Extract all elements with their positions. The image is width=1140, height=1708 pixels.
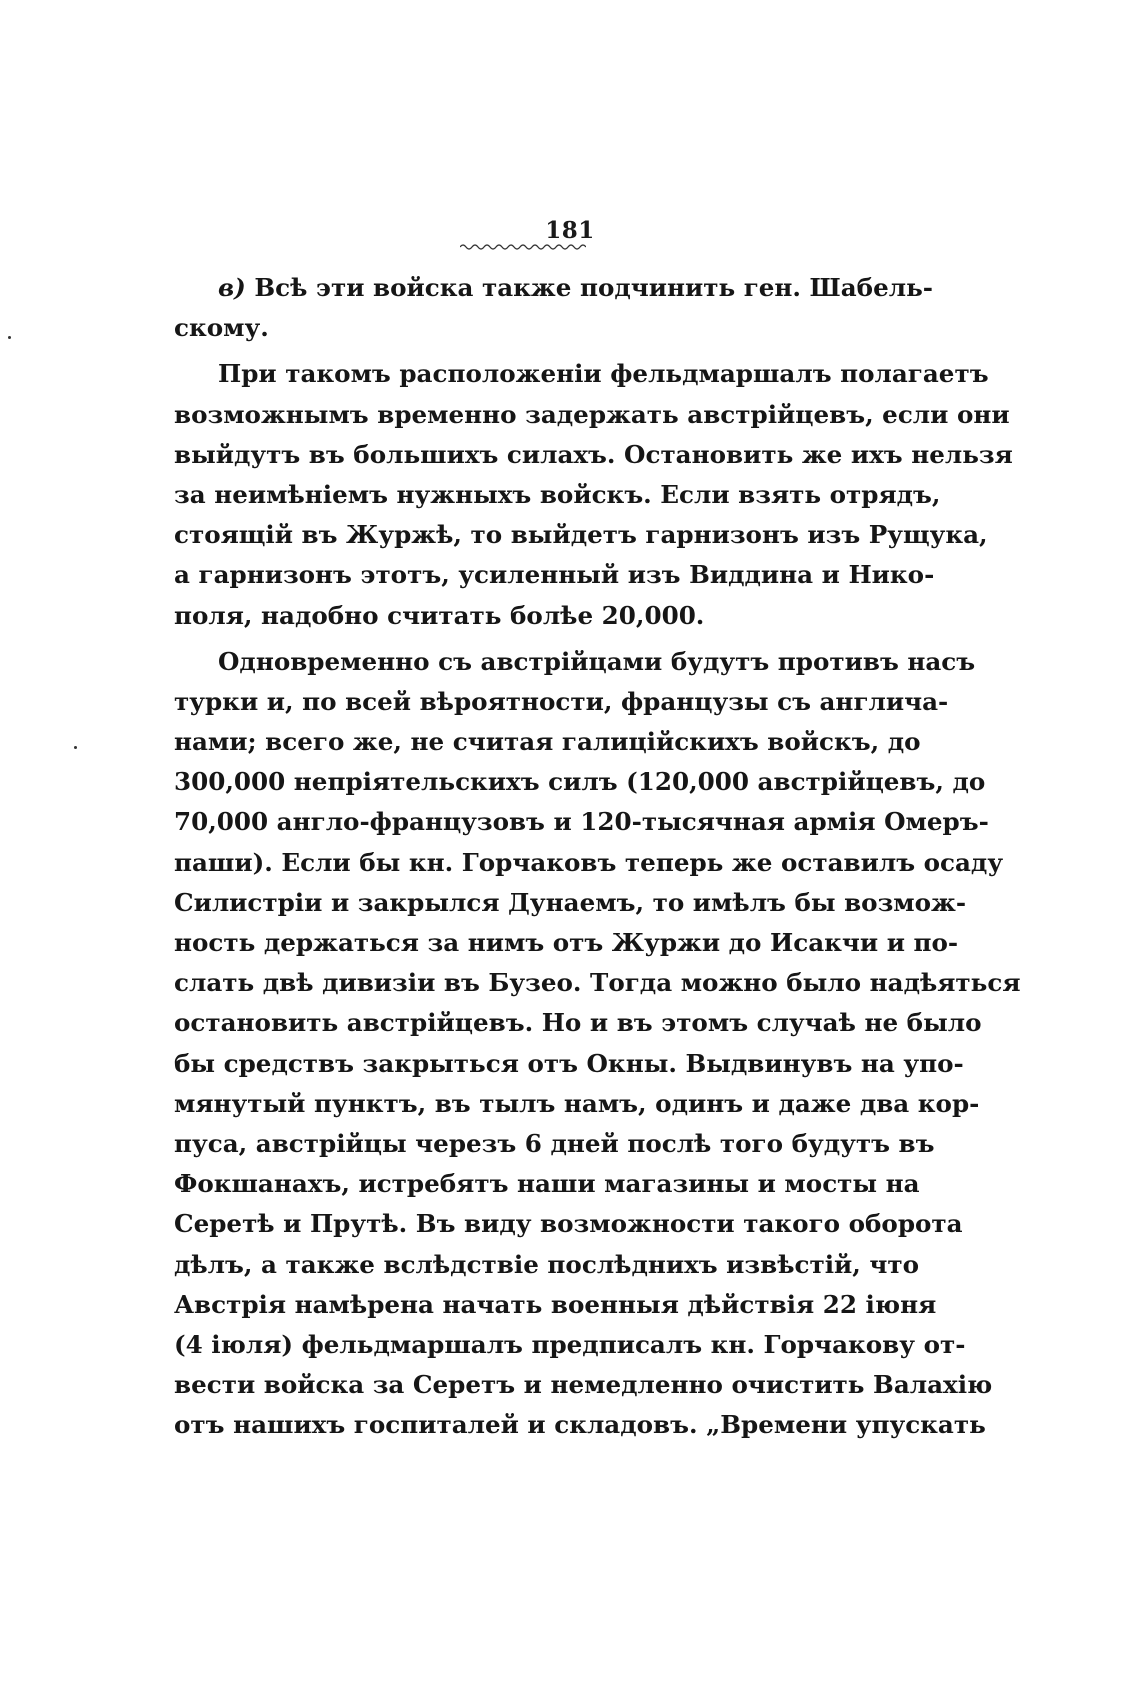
text-line: бы средствъ закрыться отъ Окны. Выдвинувъ на упо- — [174, 1048, 964, 1078]
text-line: турки и, по всей вѣроятности, французы съ англича- — [174, 686, 949, 716]
page-number-ornament — [460, 243, 586, 251]
text-line-content: Всѣ эти войска также подчинить ген. Шабель- — [245, 273, 933, 302]
text-line: скому. — [174, 313, 269, 343]
list-marker: в) — [218, 273, 246, 302]
text-line: Одновременно съ австрійцами будутъ противъ насъ — [218, 646, 976, 676]
text-line: Австрія намѣрена начать военныя дѣйствія 22 іюня — [174, 1289, 937, 1319]
text-line: Силистріи и закрылся Дунаемъ, то имѣлъ бы возмож- — [174, 887, 967, 917]
text-line: стоящій въ Журжѣ, то выйдетъ гарнизонъ изъ Рущука, — [174, 520, 988, 550]
page-number: 181 — [545, 217, 595, 244]
scan-speck — [8, 336, 11, 339]
text-line: за неимѣніемъ нужныхъ войскъ. Если взять отрядъ, — [174, 479, 941, 509]
text-line: (4 іюля) фельдмаршалъ предписалъ кн. Горчакову от- — [174, 1329, 966, 1359]
text-line: паши). Если бы кн. Горчаковъ теперь же оставилъ осаду — [174, 847, 1004, 877]
body-text — [174, 268, 1021, 1445]
text-line: 300,000 непріятельскихъ силъ (120,000 австрійцевъ, до — [174, 767, 986, 797]
text-line: отъ нашихъ госпиталей и складовъ. „Времени упускать — [174, 1410, 986, 1440]
text-line: выйдутъ въ большихъ силахъ. Остановить же ихъ нельзя — [174, 439, 1013, 469]
paragraph-1 — [174, 268, 933, 348]
text-line: мянутый пунктъ, въ тылъ намъ, одинъ и даже два кор- — [174, 1088, 980, 1118]
text-line: Фокшанахъ, истребятъ наши магазины и мосты на — [174, 1169, 920, 1199]
text-line: нами; всего же, не считая галиційскихъ войскъ, до — [174, 727, 921, 757]
text-line: дѣлъ, а также вслѣдствіе послѣднихъ извѣстій, что — [174, 1249, 920, 1279]
text-line: ность держаться за нимъ отъ Журжи до Исакчи и по- — [174, 928, 959, 957]
text-line: возможнымъ временно задержать австрійцевъ, если они — [174, 399, 1010, 429]
text-line: вести войска за Серетъ и немедленно очистить Валахію — [174, 1370, 993, 1400]
text-line: Серетѣ и Прутѣ. Въ виду возможности такого оборота — [174, 1209, 963, 1239]
text-line — [174, 268, 933, 308]
text-line: пуса, австрійцы черезъ 6 дней послѣ того будутъ въ — [174, 1128, 935, 1158]
paragraph-3 — [174, 642, 1021, 1446]
scan-speck — [74, 746, 77, 749]
paragraph-2 — [174, 354, 1013, 635]
text-line: а гарнизонъ этотъ, усиленный изъ Виддина и Нико- — [174, 560, 935, 590]
text-line: слать двѣ дивизіи въ Бузео. Тогда можно было надѣяться — [174, 968, 1021, 998]
text-line: 70,000 англо-французовъ и 120-тысячная армія Омеръ- — [174, 807, 989, 837]
text-line: остановить австрійцевъ. Но и въ этомъ случаѣ не было — [174, 1008, 982, 1038]
text-line: При такомъ расположеніи фельдмаршалъ полагаетъ — [218, 359, 989, 389]
text-line: поля, надобно считать болѣе 20,000. — [174, 600, 705, 630]
